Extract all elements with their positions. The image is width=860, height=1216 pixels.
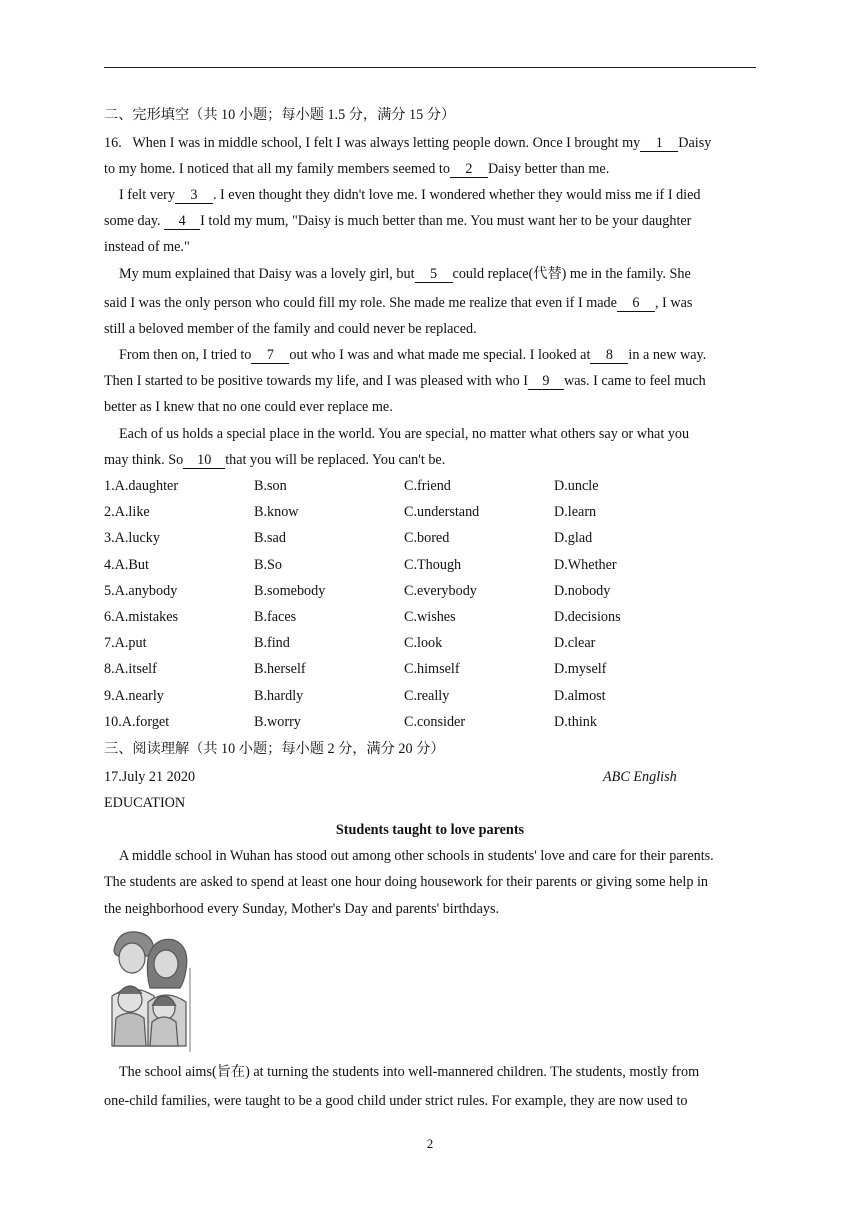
article-line: The students are asked to spend at least one hour doing housework for their parents or giving some help in [104, 874, 709, 890]
passage-line: Each of us holds a special place in the world. You are special, no matter what others say or what you [119, 426, 690, 442]
option-10-a: 10.A.forget [104, 714, 170, 730]
option-6-d: D.decisions [554, 609, 621, 625]
option-1-d: D.uncle [554, 478, 599, 494]
article-category: EDUCATION [104, 795, 186, 811]
option-4-b: B.So [254, 557, 282, 573]
blank-10: 10 [183, 453, 225, 469]
blank-1: 1 [640, 136, 678, 152]
option-7-a: 7.A.put [104, 635, 147, 651]
blank-4: 4 [164, 214, 200, 230]
passage-line: From then on, I tried to 7 out who I was and what made me special. I looked at 8 in a new way. [119, 347, 707, 363]
blank-9: 9 [528, 374, 564, 390]
option-9-c: C.really [404, 688, 450, 704]
option-6-c: C.wishes [404, 609, 456, 625]
passage-line: 16. When I was in middle school, I felt I was always letting people down. Once I brought my 1 Daisy [104, 135, 712, 151]
blank-2: 2 [450, 162, 488, 178]
header-rule [104, 67, 756, 68]
article-source: ABC English [603, 769, 677, 785]
option-9-a: 9.A.nearly [104, 688, 164, 704]
blank-6: 6 [617, 296, 655, 312]
article-line: one-child families, were taught to be a good child under strict rules. For example, they are now used to [104, 1093, 688, 1109]
option-5-d: D.nobody [554, 583, 611, 599]
section3-heading: 三、阅读理解（共 10 小题；每小题 2 分，满分 20 分） [104, 741, 445, 757]
option-1-b: B.son [254, 478, 287, 494]
page-number: 2 [426, 1136, 434, 1151]
option-7-b: B.find [254, 635, 290, 651]
option-6-a: 6.A.mistakes [104, 609, 179, 625]
passage-line: still a beloved member of the family and could never be replaced. [104, 321, 477, 337]
option-10-d: D.think [554, 714, 597, 730]
option-10-c: C.consider [404, 714, 466, 730]
option-8-a: 8.A.itself [104, 661, 157, 677]
passage-line: Then I started to be positive towards my life, and I was pleased with who I 9 was. I came to feel much [104, 373, 706, 389]
blank-3: 3 [175, 188, 213, 204]
option-8-c: C.himself [404, 661, 460, 677]
passage-line: some day. 4 I told my mum, "Daisy is much better than me. You must want her to be your daughter [104, 213, 692, 229]
option-4-c: C.Though [404, 557, 462, 573]
option-5-b: B.somebody [254, 583, 326, 599]
article-date: 17.July 21 2020 [104, 769, 196, 785]
article-title: Students taught to love parents [335, 822, 525, 838]
passage-line: to my home. I noticed that all my family members seemed to 2 Daisy better than me. [104, 161, 610, 177]
option-9-d: D.almost [554, 688, 606, 704]
article-line: A middle school in Wuhan has stood out among other schools in students' love and care for their parents. [119, 848, 714, 864]
option-1-a: 1.A.daughter [104, 478, 179, 494]
option-2-c: C.understand [404, 504, 480, 520]
option-4-a: 4.A.But [104, 557, 149, 573]
article-line: The school aims(旨在) at turning the students into well-mannered children. The students, mostly from [119, 1064, 700, 1080]
option-7-d: D.clear [554, 635, 596, 651]
passage-line: My mum explained that Daisy was a lovely girl, but 5 could replace(代替) me in the family. She [119, 266, 691, 282]
option-3-a: 3.A.lucky [104, 530, 160, 546]
blank-5: 5 [415, 267, 453, 283]
option-8-b: B.herself [254, 661, 306, 677]
passage-line: may think. So 10 that you will be replaced. You can't be. [104, 452, 446, 468]
option-8-d: D.myself [554, 661, 607, 677]
blank-8: 8 [590, 348, 628, 364]
blank-7: 7 [251, 348, 289, 364]
article-line: the neighborhood every Sunday, Mother's Day and parents' birthdays. [104, 901, 500, 917]
option-1-c: C.friend [404, 478, 451, 494]
option-2-b: B.know [254, 504, 299, 520]
option-7-c: C.look [404, 635, 443, 651]
option-3-d: D.glad [554, 530, 593, 546]
question-number: 16. [104, 135, 122, 151]
option-2-d: D.learn [554, 504, 597, 520]
passage-line: I felt very 3 . I even thought they didn't love me. I wondered whether they would miss me if I died [119, 187, 701, 203]
section2-heading: 二、完形填空（共 10 小题；每小题 1.5 分，满分 15 分） [104, 107, 456, 123]
passage-line: better as I knew that no one could ever replace me. [104, 399, 393, 415]
family-illustration [108, 928, 192, 1052]
passage-line: said I was the only person who could fill my role. She made me realize that even if I made 6 , I was [104, 295, 693, 311]
option-9-b: B.hardly [254, 688, 304, 704]
option-6-b: B.faces [254, 609, 297, 625]
option-3-c: C.bored [404, 530, 450, 546]
option-5-c: C.everybody [404, 583, 477, 599]
option-5-a: 5.A.anybody [104, 583, 178, 599]
option-4-d: D.Whether [554, 557, 617, 573]
option-3-b: B.sad [254, 530, 286, 546]
option-10-b: B.worry [254, 714, 301, 730]
option-2-a: 2.A.like [104, 504, 150, 520]
passage-line: instead of me." [104, 239, 190, 255]
